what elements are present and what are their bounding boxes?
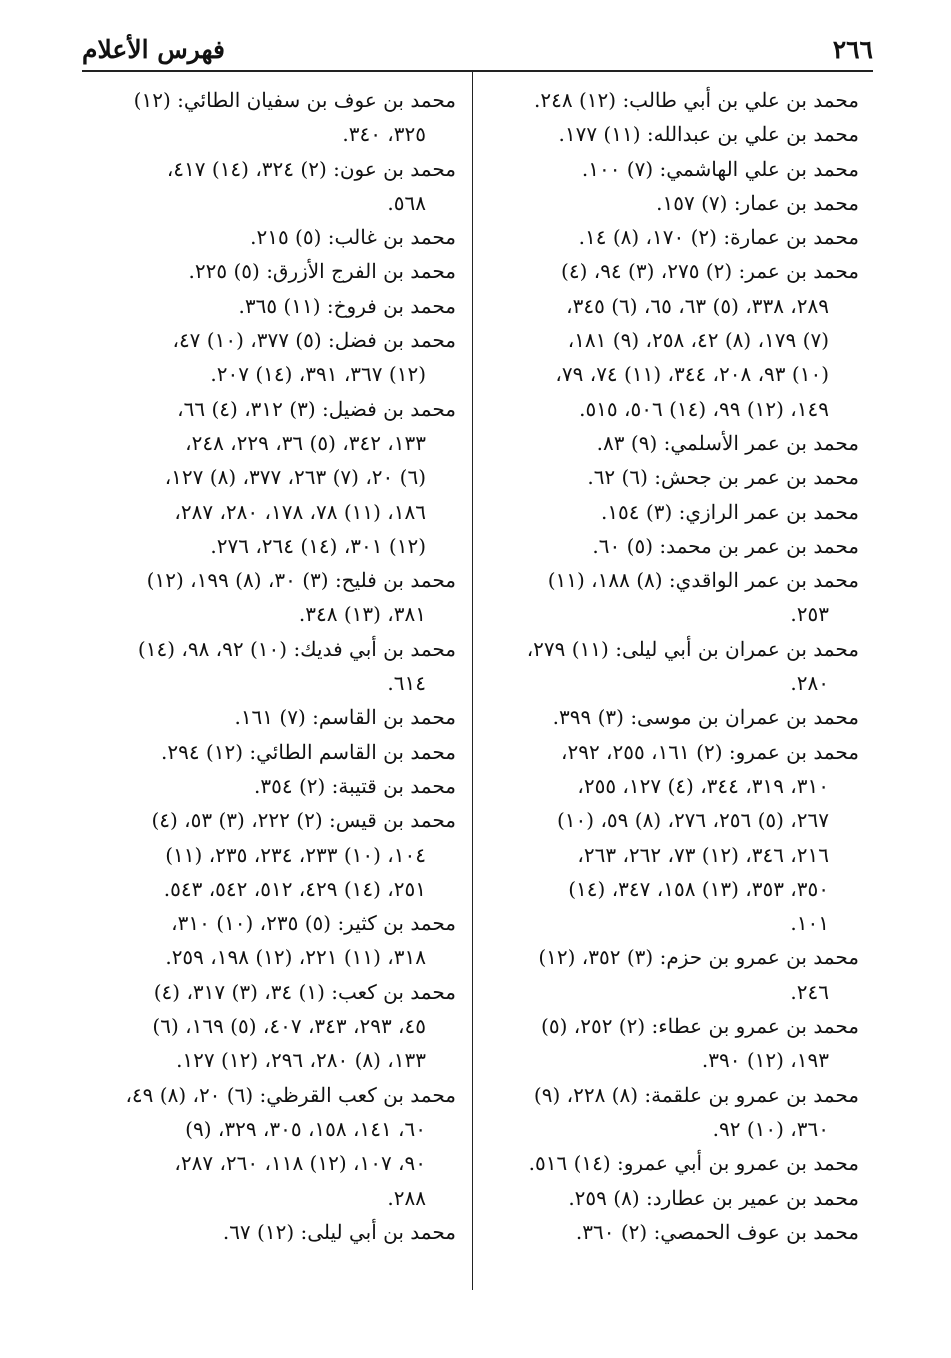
index-entry	[487, 1146, 859, 1180]
index-entry	[487, 495, 859, 529]
entry-continuation-line: ٣١٠، ٣١٩، ٣٤٤، (٤) ١٢٧، ٢٥٥،	[577, 773, 829, 798]
entry-heading-line: محمد بن عمرو: (٢) ١٦١، ٢٥٥، ٢٩٢،	[561, 739, 859, 764]
index-entry	[487, 940, 859, 1009]
index-entry	[487, 220, 859, 254]
index-entry	[84, 803, 456, 906]
entry-continuation-line: ٢٥١، (١٤) ٤٢٩، ٥١٢، ٥٤٢، ٥٤٣.	[163, 876, 426, 901]
index-entry	[487, 735, 859, 941]
running-title: فهرس الأعلام	[82, 35, 226, 64]
index-entry	[487, 1078, 859, 1147]
entry-continuation-line: ٢١٦، ٣٤٦، (١٢) ٧٣، ٢٦٢، ٢٦٣،	[577, 842, 829, 867]
entry-heading-line: محمد بن عمر: (٢) ٢٧٥، (٣) ٩٤، (٤)	[561, 259, 859, 284]
entry-continuation-line: ٢٨٠.	[790, 671, 829, 696]
entry-heading-line: محمد بن عمر الرازي: (٣) ١٥٤.	[600, 499, 859, 524]
entry-heading-line: محمد بن عمر الأسلمي: (٩) ٨٣.	[596, 430, 859, 455]
entry-heading-line: محمد بن أبي فديك: (١٠) ٩٢، ٩٨، (١٤)	[137, 636, 456, 661]
entry-continuation-line: ٣٨١، (١٣) ٣٤٨.	[298, 602, 426, 627]
entry-continuation-line: (٦) ٢٠، (٧) ٢٦٣، ٣٧٧، (٨) ١٢٧،	[164, 465, 426, 490]
entry-heading-line: محمد بن القاسم: (٧) ١٦١.	[234, 705, 456, 730]
entry-heading-line: محمد بن كثير: (٥) ٢٣٥، (١٠) ٣١٠،	[171, 911, 456, 936]
index-entry	[487, 83, 859, 117]
entry-continuation-line: ٣٦٠، (١٠) ٩٢.	[712, 1116, 829, 1141]
index-entry	[84, 975, 456, 1078]
index-entry	[487, 186, 859, 220]
entry-continuation-line: ٢٥٣.	[790, 602, 829, 627]
entry-continuation-line: ٦٠، ١٤١، ١٥٨، ٣٠٥، ٣٢٩، (٩)	[185, 1116, 426, 1141]
index-entry	[84, 152, 456, 221]
entry-heading-line: محمد بن عمران بن موسى: (٣) ٣٩٩.	[552, 705, 859, 730]
entry-heading-line: محمد بن علي بن عبدالله: (١١) ١٧٧.	[558, 122, 859, 147]
entry-continuation-line: ٢٤٦.	[790, 979, 829, 1004]
entry-continuation-line: ١٩٣، (١٢) ٣٩٠.	[701, 1048, 829, 1073]
entry-heading-line: محمد بن كعب: (١) ٣٤، (٣) ٣١٧، (٤)	[153, 979, 456, 1004]
entry-continuation-line: (١٢) ٣٦٧، ٣٩١، (١٤) ٢٠٧.	[210, 362, 426, 387]
entry-continuation-line: ١٠١.	[790, 911, 829, 936]
index-entry	[487, 117, 859, 151]
entry-continuation-line: ٤٥، ٢٩٣، ٣٤٣، ٤٠٧، (٥) ١٦٩، (٦)	[152, 1014, 426, 1039]
entry-heading-line: محمد بن عمار: (٧) ١٥٧.	[656, 190, 859, 215]
index-entry	[84, 1078, 456, 1215]
entry-heading-line: محمد بن القاسم الطائي: (١٢) ٢٩٤.	[160, 739, 456, 764]
entry-heading-line: محمد بن فروخ: (١١) ٣٦٥.	[238, 293, 456, 318]
index-entry	[487, 529, 859, 563]
column-divider	[472, 72, 473, 1290]
entry-heading-line: محمد بن عمير بن عطارد: (٨) ٢٥٩.	[568, 1185, 859, 1210]
entry-continuation-line: (١٢) ٣٠١، (١٤) ٢٦٤، ٢٧٦.	[210, 533, 426, 558]
index-entry	[84, 323, 456, 392]
entry-heading-line: محمد بن قيس: (٢) ٢٢٢، (٣) ٥٣، (٤)	[151, 808, 456, 833]
entry-continuation-line: ٢٨٩، ٣٣٨، (٥) ٦٣، ٦٥، (٦) ٣٤٥،	[566, 293, 829, 318]
index-entry	[84, 392, 456, 563]
entry-continuation-line: ٩٠، ١٠٧، (١٢) ١١٨، ٢٦٠، ٢٨٧،	[174, 1151, 426, 1176]
index-entry	[84, 220, 456, 254]
index-column-right	[487, 83, 859, 1249]
entry-heading-line: محمد بن فضل: (٥) ٣٧٧، (١٠) ٤٧،	[172, 328, 456, 353]
page-number: ٢٦٦	[832, 35, 873, 64]
entry-continuation-line: ٣١٨، (١١) ٢٢١، (١٢) ١٩٨، ٢٥٩.	[165, 945, 426, 970]
entry-heading-line: محمد بن عمر بن محمد: (٥) ٦٠.	[592, 533, 859, 558]
index-entry	[487, 1009, 859, 1078]
entry-heading-line: محمد بن عمران بن أبي ليلى: (١١) ٢٧٩،	[526, 636, 859, 661]
index-entry	[84, 1215, 456, 1249]
entry-heading-line: محمد بن غالب: (٥) ٢١٥.	[250, 225, 456, 250]
index-entry	[487, 1215, 859, 1249]
index-entry	[487, 254, 859, 425]
entry-continuation-line: ٣٢٥، ٣٤٠.	[342, 122, 426, 147]
index-entry	[84, 563, 456, 632]
entry-continuation-line: ١٠٤، (١٠) ٢٣٣، ٢٣٤، ٢٣٥، (١١)	[165, 842, 426, 867]
entry-continuation-line: ٢٨٨.	[387, 1185, 426, 1210]
entry-heading-line: محمد بن عوف الحمصي: (٢) ٣٦٠.	[575, 1219, 859, 1244]
index-entry	[487, 460, 859, 494]
index-entry	[84, 735, 456, 769]
index-entry	[84, 769, 456, 803]
entry-continuation-line: ٣٥٠، ٣٥٣، (١٣) ١٥٨، ٣٤٧، (١٤)	[568, 876, 829, 901]
index-entry	[487, 700, 859, 734]
entry-heading-line: محمد بن عمرو بن علقمة: (٨) ٢٢٨، (٩)	[533, 1082, 859, 1107]
entry-continuation-line: ١٤٩، (١٢) ٩٩، (١٤) ٥٠٦، ٥١٥.	[579, 396, 829, 421]
entry-heading-line: محمد بن علي الهاشمي: (٧) ١٠٠.	[581, 156, 859, 181]
page-header	[82, 30, 873, 72]
entry-continuation-line: ٢٦٧، (٥) ٢٥٦، ٢٧٦، (٨) ٥٩، (١٠)	[556, 808, 829, 833]
index-entry	[487, 1181, 859, 1215]
entry-heading-line: محمد بن عمرو بن حزم: (٣) ٣٥٢، (١٢)	[538, 945, 859, 970]
entry-continuation-line: ١٣٣، ٣٤٢، (٥) ٣٦، ٢٢٩، ٢٤٨،	[185, 430, 426, 455]
index-entry	[487, 152, 859, 186]
entry-heading-line: محمد بن عمارة: (٢) ١٧٠، (٨) ١٤.	[578, 225, 859, 250]
entry-heading-line: محمد بن الفرج الأزرق: (٥) ٢٢٥.	[188, 259, 456, 284]
entry-continuation-line: ٥٦٨.	[387, 190, 426, 215]
entry-heading-line: محمد بن عمر الواقدي: (٨) ١٨٨، (١١)	[547, 568, 859, 593]
index-entry	[487, 632, 859, 701]
index-entry	[84, 254, 456, 288]
entry-continuation-line: ٦١٤.	[387, 671, 426, 696]
entry-heading-line: محمد بن فليح: (٣) ٣٠، (٨) ١٩٩، (١٢)	[146, 568, 456, 593]
entry-heading-line: محمد بن قتيبة: (٢) ٣٥٤.	[254, 773, 456, 798]
entry-continuation-line: (١٠) ٩٣، ٢٠٨، ٣٤٤، (١١) ٧٤، ٧٩،	[555, 362, 829, 387]
entry-heading-line: محمد بن فضيل: (٣) ٣١٢، (٤) ٦٦،	[177, 396, 456, 421]
index-entry	[487, 426, 859, 460]
entry-heading-line: محمد بن عمرو بن أبي عمرو: (١٤) ٥١٦.	[528, 1151, 859, 1176]
index-entry	[487, 563, 859, 632]
entry-heading-line: محمد بن عون: (٢) ٣٢٤، (١٤) ٤١٧،	[166, 156, 456, 181]
entry-heading-line: محمد بن عوف بن سفيان الطائي: (١٢)	[133, 88, 456, 112]
entry-heading-line: محمد بن علي بن أبي طالب: (١٢) ٢٤٨.	[534, 88, 859, 112]
index-entry	[84, 632, 456, 701]
entry-continuation-line: ١٨٦، (١١) ٧٨، ١٧٨، ٢٨٠، ٢٨٧،	[174, 499, 426, 524]
entry-heading-line: محمد بن أبي ليلى: (١٢) ٦٧.	[222, 1219, 456, 1244]
entry-heading-line: محمد بن عمرو بن عطاء: (٢) ٢٥٢، (٥)	[541, 1014, 859, 1039]
index-entry	[84, 83, 456, 152]
entry-heading-line: محمد بن كعب القرظي: (٦) ٢٠، (٨) ٤٩،	[125, 1082, 456, 1107]
index-entry	[84, 906, 456, 975]
index-entry	[84, 700, 456, 734]
entry-continuation-line: (٧) ١٧٩، (٨) ٤٢، ٢٥٨، (٩) ١٨١،	[567, 328, 829, 353]
entry-continuation-line: ١٣٣، (٨) ٢٨٠، ٢٩٦، (١٢) ١٢٧.	[176, 1048, 426, 1073]
index-column-left	[84, 83, 456, 1249]
index-entry	[84, 289, 456, 323]
entry-heading-line: محمد بن عمر بن جحش: (٦) ٦٢.	[587, 465, 859, 490]
